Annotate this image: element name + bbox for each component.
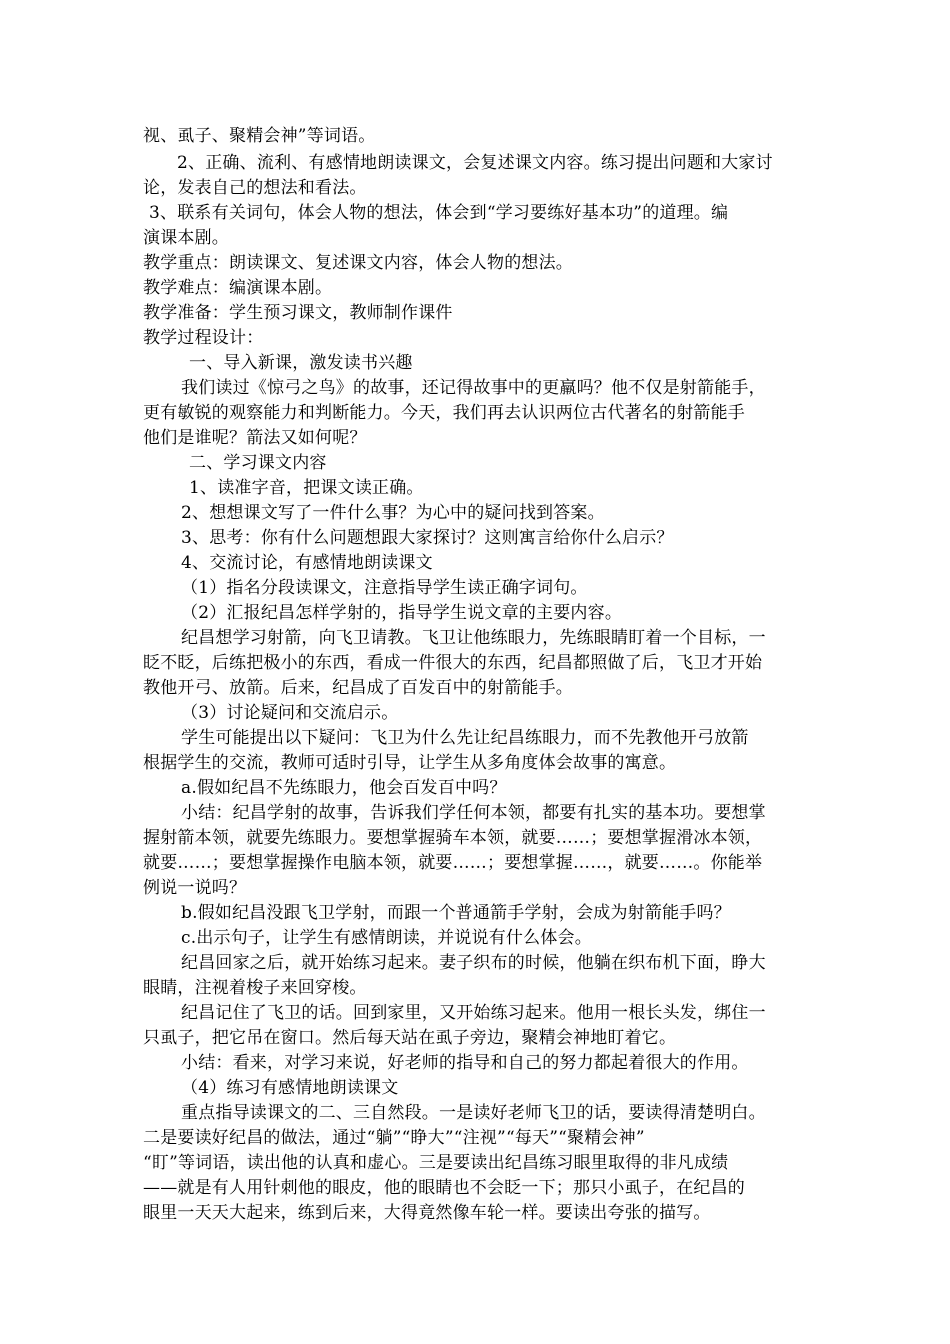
list-item: 3、思考：你有什么问题想跟大家探讨？这则寓言给你什么启示？ (181, 528, 674, 548)
text-line: 小结：看来，对学习来说，好老师的指导和自己的努力都起着很大的作用。 (181, 1053, 749, 1073)
text-line: 只虱子，把它吊在窗口。然后每天站在虱子旁边，聚精会神地盯着它。 (143, 1028, 677, 1048)
text-line: 纪昌想学习射箭，向飞卫请教。飞卫让他练眼力，先练眼睛盯着一个目标，一 (181, 628, 766, 648)
text-line: 我们读过《惊弓之鸟》的故事，还记得故事中的更羸吗？他不仅是射箭能手， (181, 378, 766, 398)
text-line: 教学难点：编演课本剧。 (143, 278, 333, 298)
list-item: （2）汇报纪昌怎样学射的，指导学生说文章的主要内容。 (181, 603, 623, 623)
text-line: 例说一说吗？ (143, 878, 247, 898)
text-line: 纪昌记住了飞卫的话。回到家里，又开始练习起来。他用一根长头发，绑住一 (181, 1003, 766, 1023)
text-line: 就要……；要想掌握操作电脑本领，就要……；要想掌握……，就要……。你能举 (143, 853, 763, 873)
text-line: 纪昌回家之后，就开始练习起来。妻子织布的时候，他躺在织布机下面，睁大 (181, 953, 766, 973)
section-heading: 二、学习课文内容 (189, 453, 327, 473)
text-line: ——就是有人用针刺他的眼皮，他的眼睛也不会眨一下；那只小虱子，在纪昌的 (143, 1178, 745, 1198)
text-line: 教学重点：朗读课文、复述课文内容，体会人物的想法。 (143, 253, 573, 273)
list-item: （4）练习有感情地朗读课文 (181, 1078, 399, 1098)
text-line: 握射箭本领，就要先练眼力。要想掌握骑车本领，就要……；要想掌握滑冰本领， (143, 828, 763, 848)
text-line: 视、虱子、聚精会神”等词语。 (143, 126, 376, 146)
list-item: 1、读准字音，把课文读正确。 (189, 478, 424, 498)
list-item: 2、想想课文写了一件什么事？为心中的疑问找到答案。 (181, 503, 605, 523)
section-heading: 一、导入新课，激发读书兴趣 (189, 353, 413, 373)
text-line: a.假如纪昌不先练眼力，他会百发百中吗？ (181, 778, 507, 798)
text-line: “盯”等词语，读出他的认真和虚心。三是要读出纪昌练习眼里取得的非凡成绩 (143, 1153, 729, 1173)
list-item: （3）讨论疑问和交流启示。 (181, 703, 399, 723)
text-line: 学生可能提出以下疑问：飞卫为什么先让纪昌练眼力，而不先教他开弓放箭 (181, 728, 749, 748)
text-line: 眼睛，注视着梭子来回穿梭。 (143, 978, 367, 998)
text-line: 教学准备：学生预习课文，教师制作课件 (143, 303, 453, 323)
text-line: c.出示句子，让学生有感情朗读，并说说有什么体会。 (181, 928, 592, 948)
text-line: 更有敏锐的观察能力和判断能力。今天，我们再去认识两位古代著名的射箭能手 (143, 403, 745, 423)
text-line: 教学过程设计： (143, 328, 264, 348)
text-line: 论，发表自己的想法和看法。 (143, 178, 367, 198)
text-line: 眨不眨，后练把极小的东西，看成一件很大的东西，纪昌都照做了后，飞卫才开始 (143, 653, 763, 673)
text-line: 根据学生的交流，教师可适时引导，让学生从多角度体会故事的寓意。 (143, 753, 677, 773)
list-item: （1）指名分段读课文，注意指导学生读正确字词句。 (181, 578, 588, 598)
text-line: 2、正确、流利、有感情地朗读课文，会复述课文内容。练习提出问题和大家讨 (177, 153, 773, 173)
text-line: 3、联系有关词句，体会人物的想法，体会到“学习要练好基本功”的道理。编 (149, 203, 729, 223)
text-line: 二是要读好纪昌的做法，通过“躺”“睁大”“注视”“每天”“聚精会神” (143, 1128, 645, 1148)
text-line: 重点指导读课文的二、三自然段。一是读好老师飞卫的话，要读得清楚明白。 (181, 1103, 766, 1123)
text-line: b.假如纪昌没跟飞卫学射，而跟一个普通箭手学射，会成为射箭能手吗？ (181, 903, 731, 923)
list-item: 4、交流讨论，有感情地朗读课文 (181, 553, 433, 573)
text-line: 演课本剧。 (143, 228, 229, 248)
text-line: 他们是谁呢？箭法又如何呢？ (143, 428, 367, 448)
text-line: 小结：纪昌学射的故事，告诉我们学任何本领，都要有扎实的基本功。要想掌 (181, 803, 766, 823)
text-line: 教他开弓、放箭。后来，纪昌成了百发百中的射箭能手。 (143, 678, 573, 698)
text-line: 眼里一天天大起来，练到后来，大得竟然像车轮一样。要读出夸张的描写。 (143, 1203, 711, 1223)
